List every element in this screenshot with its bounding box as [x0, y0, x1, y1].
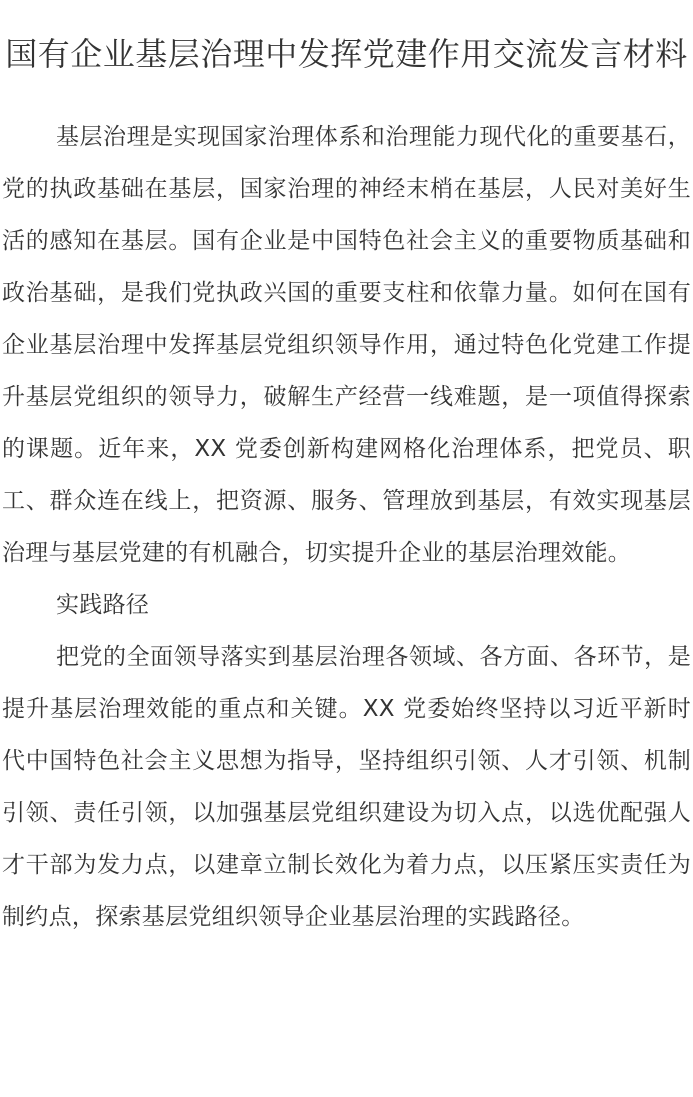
document-title: 国有企业基层治理中发挥党建作用交流发言材料: [5, 35, 688, 73]
section-heading-practice-path: 实践路径: [56, 592, 150, 618]
paragraph-practice-path: 把党的全面领导落实到基层治理各领域、各方面、各环节，是提升基层治理效能的重点和关键。XX 党委始终坚持以习近平新时代中国特色社会主义思想为指导，坚持组织引领、人才引领、机制引领、责任引领，以加强基层党组织建设为切入点，以选优配强人才干部为发力点，以建章立制长效化为着力点，以压紧压实责任为制约点，探索基层党组织领导企业基层治理的实践路径。: [2, 644, 691, 930]
paragraph-intro: 基层治理是实现国家治理体系和治理能力现代化的重要基石，党的执政基础在基层，国家治理的神经末梢在基层，人民对美好生活的感知在基层。国有企业是中国特色社会主义的重要物质基础和政治基础，是我们党执政兴国的重要支柱和依靠力量。如何在国有企业基层治理中发挥基层党组织领导作用，通过特色化党建工作提升基层党组织的领导力，破解生产经营一线难题，是一项值得探索的课题。近年来，XX 党委创新构建网格化治理体系，把党员、职工、群众连在线上，把资源、服务、管理放到基层，有效实现基层治理与基层党建的有机融合，切实提升企业的基层治理效能。: [2, 124, 691, 566]
document-body: [2, 111, 691, 943]
